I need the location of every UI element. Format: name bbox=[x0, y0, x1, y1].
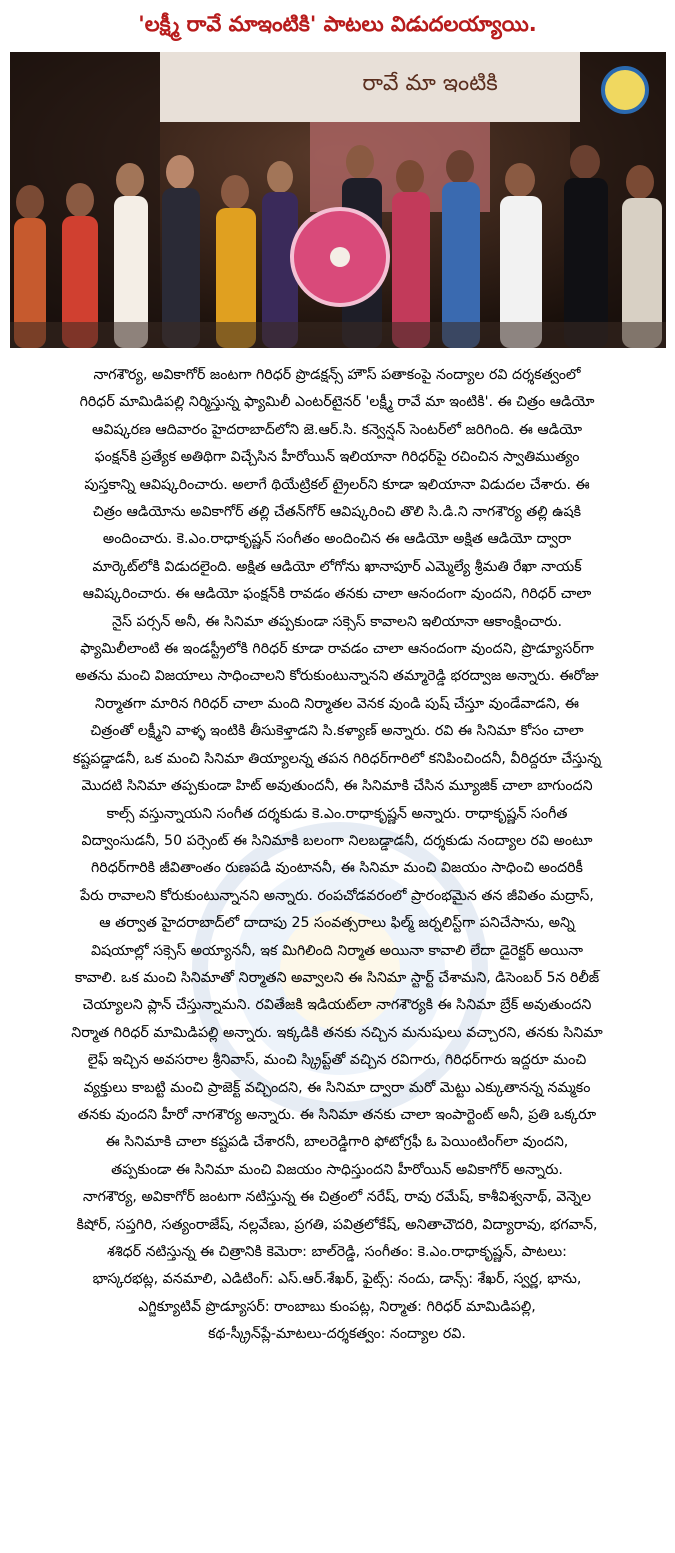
article-line: చిత్రం ఆడియోను అవికాగోర్ తల్లి చేతన్‌గోర్ ఆవిష్కరించి తొలి సి.డి.ని నాగశౌర్య తల్లి ఉషకి bbox=[92, 504, 582, 521]
stage-floor bbox=[10, 322, 666, 348]
article-line: ఈ సినిమాకి చాలా కష్టపడి చేశారనీ, బాలరెడ్డిగారి ఫోటోగ్రఫీ ఓ పెయింటింగ్‌లా వుందని, bbox=[105, 1134, 569, 1151]
article-line: పుస్తకాన్ని ఆవిష్కరించారు. అలాగే థియేట్రికల్ ట్రైలర్‌ని కూడా ఇలియానా విడుదల చేశారు. ఈ bbox=[84, 476, 590, 493]
article-line: ఫంక్షన్‌కి ప్రత్యేక అతిథిగా విచ్చేసిన హీరోయిన్ ఇలియానా గిరిధర్‌పై రచించిన స్వాతిముత్యం bbox=[94, 449, 580, 466]
audio-cd-hole bbox=[330, 247, 350, 267]
article-line: ఆవిష్కరణ ఆదివారం హైదరాబాద్‌లోని జె.ఆర్.సి. కన్వెన్షన్ సెంటర్‌లో జరిగింది. ఈ ఆడియో bbox=[92, 421, 582, 438]
article-line: శశిధర్ నటిస్తున్న ఈ చిత్రానికి కెమెరా: బాల్‌రెడ్డి, సంగీతం: కె.ఎం.రాధాకృష్ణన్, పాటలు: bbox=[107, 1244, 567, 1260]
article-line: విద్వాంసుడనీ, 50 పర్సెంట్ ఈ సినిమాకి బలంగా నిలబడ్డాడనీ, దర్శకుడు నంద్యాల రవి అంటూ bbox=[81, 832, 593, 849]
article-line: చెయ్యాలని ప్లాన్ చేస్తున్నామని. రవితేజకి ఇడియట్‌లా నాగశౌర్యకి ఈ సినిమా బ్రేక్ అవుతుందని bbox=[82, 997, 592, 1014]
article-line: విషయాల్లో సక్సెస్ అయ్యాననీ, ఇక మిగిలింది నిర్మాత అయినా కావాలి లేదా డైరెక్టర్ అయినా bbox=[90, 942, 584, 959]
article-line: గిరిధర్‌గారికి జీవితాంతం రుణపడి వుంటాననీ, ఈ సినిమా మంచి విజయం సాధించి అందరికీ bbox=[91, 860, 583, 877]
article-line: తప్పకుండా ఈ సినిమా మంచి విజయం సాధిస్తుందని హీరోయిన్ అవికాగోర్ అన్నారు. bbox=[111, 1161, 563, 1178]
article-line: భాస్కరభట్ల, వనమాలి, ఎడిటింగ్: ఎస్.ఆర్.శేఖర్, ఫైట్స్: నందు, డాన్స్: శేఖర్, స్వర్ణ, భాను, bbox=[92, 1271, 582, 1288]
article-line: నిర్మాత గిరిధర్ మామిడిపల్లి అన్నారు. ఇక్కడికి తనకు నచ్చిన మనుషులు వచ్చారని, తనకు సినిమా bbox=[71, 1024, 603, 1041]
article-line: ఎగ్జిక్యూటివ్ ప్రొడ్యూసర్: రాంబాబు కుంపట్ల, నిర్మాత: గిరిధర్ మామిడిపల్లి, bbox=[138, 1298, 536, 1315]
article-line: నైస్ పర్సన్ అనీ, ఈ సినిమా తప్పకుండా సక్సెస్ కావాలని ఇలియానా ఆకాంక్షించారు. bbox=[112, 613, 562, 630]
article-headline: 'లక్ష్మీ రావే మాఇంటికి' పాటలు విడుదలయ్యాయి. bbox=[138, 12, 537, 36]
banner-emblem bbox=[603, 68, 647, 112]
article-line: ఆ తర్వాత హైదరాబాద్‌లో దాదాపు 25 సంవత్సరాలు ఫిల్మ్ జర్నలిస్ట్‌గా పనిచేసాను, అన్ని bbox=[99, 915, 575, 932]
banner-text: రావే మా ఇంటికి bbox=[362, 71, 498, 96]
article-line: అతను మంచి విజయాలు సాధించాలని కోరుకుంటున్నానని తమ్మారెడ్డి భరద్వాజ అన్నారు. ఈరోజు bbox=[75, 668, 599, 685]
article-line: కాల్స్ వస్తున్నాయని సంగీత దర్శకుడు కె.ఎం.రాధాకృష్ణన్ అన్నారు. రాధాకృష్ణన్ సంగీత bbox=[106, 805, 568, 822]
article-line: కథ-స్క్రీన్‌ప్లే-మాటలు-దర్శకత్వం: నంద్యాల రవి. bbox=[208, 1326, 466, 1343]
article-line: చిత్రంతో లక్ష్మీని వాళ్ళ ఇంటికి తీసుకెళ్తాడని సి.కళ్యాణ్ అన్నారు. రవి ఈ సినిమా కోసం చాలా bbox=[90, 723, 584, 740]
article-line: అందించారు. కె.ఎం.రాధాకృష్ణన్ సంగీతం అందించిన ఈ ఆడియో అక్షిత ఆడియో ద్వారా bbox=[102, 531, 572, 548]
event-photo-icon bbox=[10, 52, 666, 348]
article-line: ఆవిష్కరించారు. ఈ ఆడియో ఫంక్షన్‌కి రావడం తనకు చాలా ఆనందంగా వుందని, గిరిధర్ చాలా bbox=[82, 586, 592, 603]
article-line: కావాలి. ఒక మంచి సినిమాతో నిర్మాతని అవ్వాలని ఈ సినిమా స్టార్ట్ చేశామని, డిసెంబర్ 5న రిలీజ్ bbox=[74, 969, 600, 986]
article-line: కిషోర్, సప్తగిరి, సత్యంరాజేష్, నల్లవేణు, ప్రగతి, పవిత్రలోకేష్, అనితాచౌదరి, విద్యారావు, భగవాన్, bbox=[76, 1216, 598, 1233]
article-line: నాగశౌర్య, అవికాగోర్ జంటగా నటిస్తున్న ఈ చిత్రంలో నరేష్, రావు రమేష్, కాశీవిశ్వనాథ్, వెన్నెల bbox=[82, 1189, 592, 1206]
article-line: తనకు వుందని హీరో నాగశౌర్య అన్నారు. ఈ సినిమా తనకు చాలా ఇంపార్టెంట్ అనీ, ప్రతి ఒక్కరూ bbox=[77, 1106, 597, 1123]
article-line: పేరు రావాలని కోరుకుంటున్నానని అన్నారు. రంపచోడవరంలో ప్రారంభమైన తన జీవితం మద్రాస్, bbox=[80, 887, 594, 904]
article-body bbox=[6, 362, 668, 1349]
article-line: నాగశౌర్య, అవికాగోర్ జంటగా గిరిధర్ ప్రొడక్షన్స్ హౌస్ పతాకంపై నంద్యాల రవి దర్శకత్వంలో bbox=[93, 367, 581, 383]
article-line: నిర్మాతగా మారిన గిరిధర్ చాలా మంది నిర్మాతల వెనక వుండి పుష్ చేస్తూ వుండేవాడని, ఈ bbox=[95, 695, 579, 712]
event-photo bbox=[10, 52, 666, 348]
article-line: వ్యక్తులు కాబట్టి మంచి ప్రాజెక్ట్ వచ్చిందని, ఈ సినిమా ద్వారా మరో మెట్టు ఎక్కుతానన్న నమ్మకం bbox=[83, 1079, 591, 1096]
article-line: ఫ్యామిలీలాంటి ఈ ఇండస్ట్రీలోకి గిరిధర్ కూడా రావడం చాలా ఆనందంగా వుందని, ప్రొడ్యూసర్‌గా bbox=[80, 641, 594, 658]
article-line: మొదటి సినిమా తప్పకుండా హిట్ అవుతుందనీ, ఈ సినిమాకి చేసిన మ్యూజిక్ చాలా బాగుందని bbox=[81, 778, 593, 795]
article-line: కష్టపడ్డాడనీ, ఒక మంచి సినిమా తియ్యాలన్న తపన గిరిధర్‌గారిలో కనిపించిందనీ, వీరిద్దరూ చేస్తున్న bbox=[72, 750, 602, 767]
article-line: మార్కెట్‌లోకి విడుదలైంది. అక్షిత ఆడియో లోగోను ఖానాపూర్ ఎమ్మెల్యే శ్రీమతి రేఖా నాయక్ bbox=[92, 558, 582, 575]
article-line: లైఫ్ ఇచ్చిన అవసరాల శ్రీనివాస్, మంచి స్క్రిప్ట్‌తో వచ్చిన రవిగారు, గిరిధర్‌గారు ఇద్దరూ మంచి bbox=[87, 1052, 587, 1069]
article-line: గిరిధర్ మామిడిపల్లి నిర్మిస్తున్న ఫ్యామిలీ ఎంటర్‌టైనర్ 'లక్ష్మీ రావే మా ఇంటికి'. ఈ చిత్రం ఆడియో bbox=[79, 394, 595, 411]
